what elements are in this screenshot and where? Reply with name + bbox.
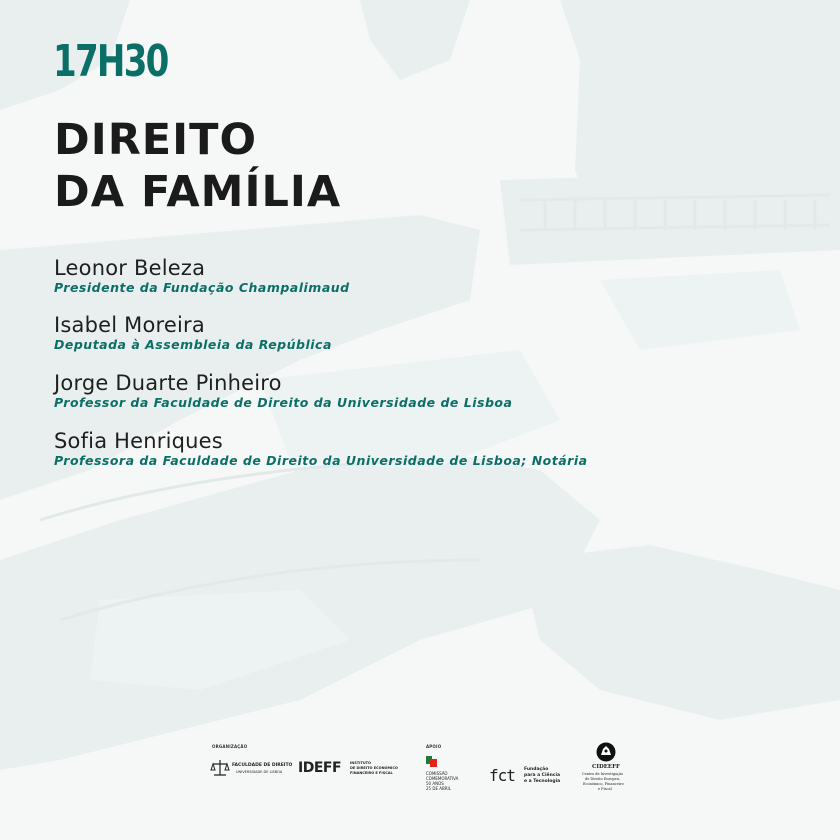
- fct-mark: fct: [489, 766, 515, 785]
- support-label: APOIO: [426, 744, 442, 749]
- ideff-logo: [298, 760, 408, 782]
- comissao-logo: [426, 756, 476, 796]
- speaker-item: [54, 313, 332, 353]
- title-line-2: DA FAMÍLIA: [54, 167, 342, 217]
- title-line-1: DIREITO: [54, 115, 258, 165]
- ideff-line-3: FINANCEIRO E FISCAL: [350, 771, 393, 775]
- speaker-role: Deputada à Assembleia da República: [54, 337, 332, 352]
- speaker-name: Isabel Moreira: [54, 313, 205, 337]
- fct-line-3: e a Tecnologia: [524, 779, 561, 784]
- carnation-icon: [426, 756, 438, 768]
- footer-logos: [0, 740, 840, 800]
- speaker-role: Professora da Faculdade de Direito da Universidade de Lisboa; Notária: [54, 453, 588, 468]
- fct-logo: [489, 766, 579, 788]
- speaker-item: [54, 371, 512, 411]
- organization-label: ORGANIZAÇÃO: [212, 744, 248, 749]
- scales-icon: [210, 758, 230, 778]
- fdul-line-1: FACULDADE DE DIREITO: [232, 763, 293, 768]
- comissao-line-1: COMISSÃO: [426, 771, 448, 776]
- speaker-item: [54, 256, 350, 296]
- comissao-line-2: COMEMORATIVA: [426, 776, 459, 781]
- fdul-logo: [210, 758, 295, 780]
- ideff-line-1: INSTITUTO: [350, 761, 372, 765]
- fct-line-1: Fundação: [524, 767, 549, 772]
- comissao-line-4: 25 DE ABRIL: [426, 786, 451, 791]
- speaker-name: Sofia Henriques: [54, 429, 223, 453]
- cideeff-emblem-icon: [596, 742, 616, 762]
- fdul-line-2: UNIVERSIDADE DE LISBOA: [236, 770, 283, 774]
- speaker-name: Jorge Duarte Pinheiro: [54, 371, 282, 395]
- comissao-line-3: 50 ANOS: [426, 781, 444, 786]
- event-time: 17H30: [53, 36, 168, 87]
- ideff-line-2: DE DIREITO ECONÓMICO: [350, 766, 398, 770]
- cideeff-line-4: e Fiscal: [598, 787, 612, 791]
- cideeff-mark: CIDEEFF: [592, 764, 620, 770]
- cideeff-line-3: Económico, Financeiro: [583, 782, 624, 786]
- page-title: [54, 114, 341, 218]
- speaker-role: Professor da Faculdade de Direito da Universidade de Lisboa: [54, 395, 513, 410]
- speaker-role: Presidente da Fundação Champalimaud: [54, 280, 350, 295]
- cideeff-line-2: de Direito Europeu,: [585, 777, 621, 781]
- cideeff-logo: [578, 742, 634, 798]
- fct-line-2: para a Ciência: [524, 773, 561, 778]
- speaker-name: Leonor Beleza: [54, 256, 206, 280]
- cideeff-line-1: Centro de Investigação: [582, 772, 624, 776]
- ideff-mark: IDEFF: [298, 760, 342, 776]
- speaker-item: [54, 429, 588, 469]
